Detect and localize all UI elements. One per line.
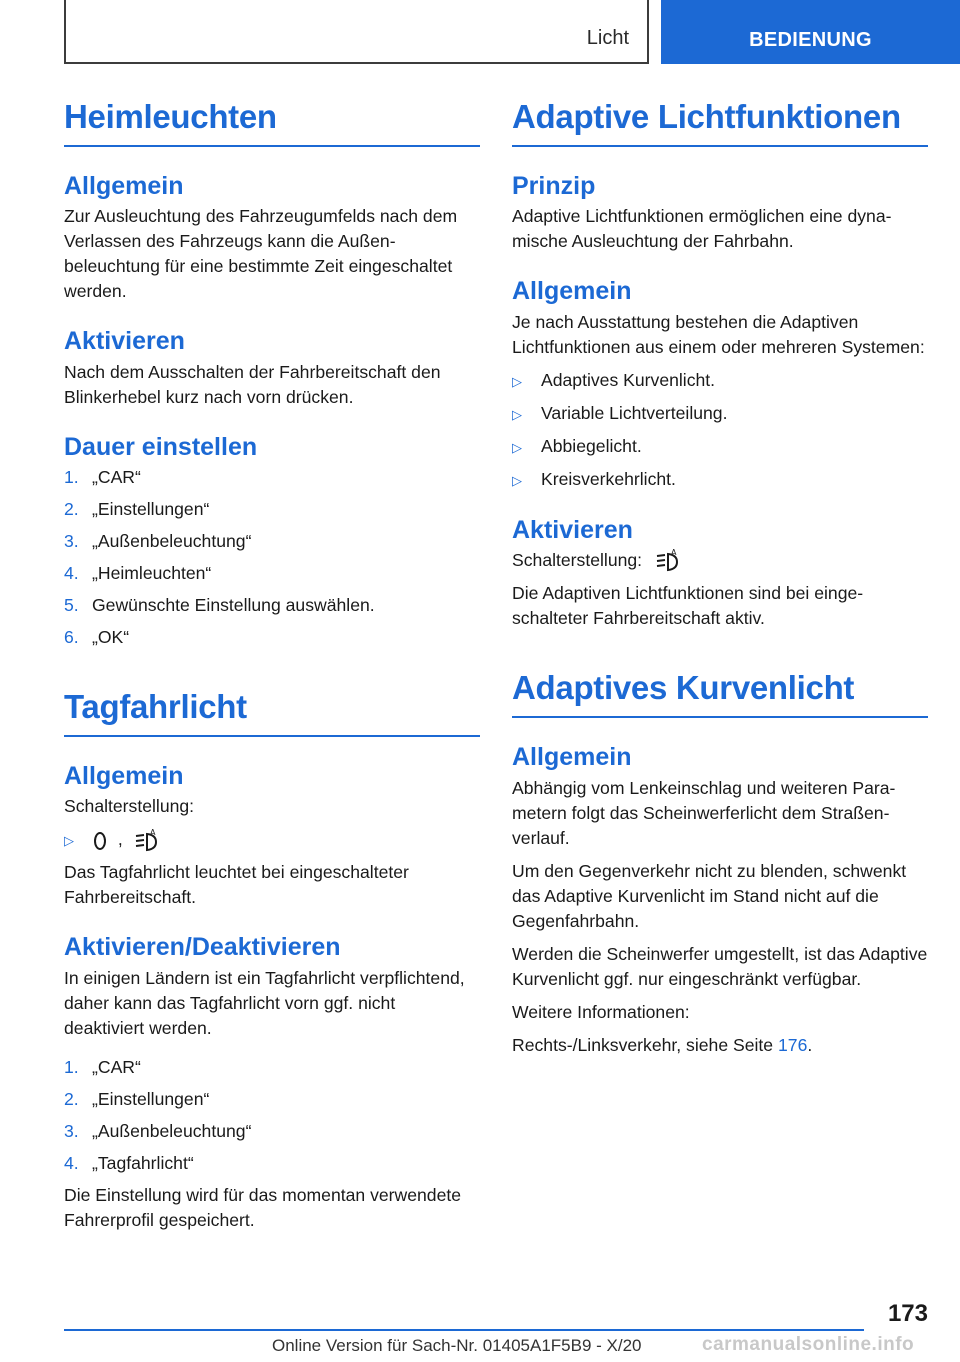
schalterstellung-label: Schalterstellung: bbox=[512, 550, 643, 571]
paragraph-allgemein: Zur Ausleuchtung des Fahrzeugumfelds nach dem Verlassen des Fahrzeugs kann die Außenbeleuchtung für eine bestimmte Zeit eingeschaltet werden. bbox=[64, 206, 458, 302]
triangle-bullet-icon: ▷ bbox=[512, 472, 522, 488]
list-item bbox=[64, 561, 480, 586]
list-item bbox=[64, 529, 480, 554]
header-section-title: Licht bbox=[586, 27, 629, 49]
step-text: „Außenbeleuchtung“ bbox=[92, 1120, 252, 1141]
auto-light-switch-icon bbox=[134, 829, 160, 853]
list-item bbox=[64, 1087, 480, 1112]
paragraph-kurvenlicht-3: Werden die Scheinwerfer umgestellt, ist das Adaptive Kurvenlicht ggf. nur eingeschränkt verfügbar. bbox=[512, 943, 928, 989]
step-number: 2. bbox=[64, 1088, 79, 1109]
list-item bbox=[64, 1151, 480, 1176]
list-item bbox=[512, 467, 928, 493]
reference-text: Rechts-/Linksverkehr, siehe Seite bbox=[512, 1034, 778, 1055]
subheading-prinzip: Prinzip bbox=[512, 171, 596, 200]
watermark: carmanualsonline.info bbox=[702, 1334, 915, 1355]
svg-text:A: A bbox=[670, 549, 677, 558]
step-number: 1. bbox=[64, 1056, 79, 1077]
step-text: „CAR“ bbox=[92, 1056, 141, 1077]
paragraph-schalterstellung: Schalterstellung: bbox=[64, 796, 195, 817]
subheading-aktivieren-deaktivieren: Aktivieren/Deaktivieren bbox=[64, 933, 341, 962]
list-item-text: Adaptives Kurvenlicht. bbox=[541, 369, 716, 390]
step-text: „CAR“ bbox=[92, 467, 141, 488]
right-column bbox=[512, 100, 928, 1066]
paragraph-prinzip: Adaptive Lichtfunktionen ermöglichen eine dynamische Ausleuchtung der Fahrbahn. bbox=[512, 206, 892, 252]
page-number: 173 bbox=[887, 1300, 928, 1327]
subheading-allgemein-kurvenlicht: Allgemein bbox=[512, 743, 632, 772]
steps-dauer bbox=[64, 465, 480, 650]
triangle-bullet-icon: ▷ bbox=[512, 406, 522, 422]
paragraph-weitere-informationen: Weitere Informationen: bbox=[512, 1001, 690, 1022]
paragraph-aktivieren: Nach dem Ausschalten der Fahrbereitschaft den Blinkerhebel kurz nach vorn drücken. bbox=[64, 361, 441, 407]
step-text: „Tagfahrlicht“ bbox=[92, 1152, 194, 1173]
step-text: „OK“ bbox=[92, 627, 130, 648]
step-text: Gewünschte Einstellung auswählen. bbox=[92, 595, 375, 616]
switch-icons bbox=[93, 827, 160, 853]
footer-divider bbox=[64, 1329, 864, 1331]
subheading-aktivieren-adaptive: Aktivieren bbox=[512, 515, 633, 544]
list-item bbox=[512, 401, 928, 427]
paragraph-tagfahrlicht-info: Das Tagfahrlicht leuchtet bei eingeschalteter Fahrbereitschaft. bbox=[64, 862, 409, 908]
reference-suffix: . bbox=[807, 1034, 813, 1055]
step-number: 4. bbox=[64, 563, 79, 584]
subheading-allgemein-tagfahrlicht: Allgemein bbox=[64, 761, 184, 790]
list-item-text: Kreisverkehrlicht. bbox=[541, 468, 676, 489]
list-item-text: Variable Lichtverteilung. bbox=[541, 402, 728, 423]
step-text: „Einstellungen“ bbox=[92, 1088, 210, 1109]
header-chapter-title: BEDIENUNG bbox=[749, 29, 872, 51]
step-number: 4. bbox=[64, 1152, 79, 1173]
page-header bbox=[0, 0, 960, 66]
step-text: „Einstellungen“ bbox=[92, 499, 210, 520]
step-text: „Außenbeleuchtung“ bbox=[92, 531, 252, 552]
paragraph-aktivieren-deaktivieren: In einigen Ländern ist ein Tagfahrlicht verpflichtend, daher kann das Tagfahrlicht vorn ggf. nicht deaktiviert werden. bbox=[64, 967, 465, 1038]
heading-tagfahrlicht: Tagfahrlicht bbox=[64, 690, 480, 737]
list-item bbox=[64, 497, 480, 522]
step-number: 6. bbox=[64, 627, 79, 648]
list-item bbox=[64, 827, 480, 853]
list-item bbox=[64, 1119, 480, 1144]
triangle-bullet-icon: ▷ bbox=[512, 373, 522, 389]
paragraph-kurvenlicht-1: Abhängig vom Lenkeinschlag und weiteren Parametern folgt das Scheinwerferlicht dem Straßenverlauf. bbox=[512, 777, 896, 848]
triangle-bullet-icon: ▷ bbox=[64, 833, 74, 849]
heading-adaptives-kurvenlicht: Adaptives Kurvenlicht bbox=[512, 671, 928, 718]
paragraph-aktivieren-adaptive: Die Adaptiven Lichtfunktionen sind bei eingeschalteter Fahrbereitschaft aktiv. bbox=[512, 583, 864, 629]
left-column bbox=[64, 100, 480, 1241]
list-item bbox=[512, 368, 928, 394]
adaptive-systems-list bbox=[512, 368, 928, 493]
paragraph-schalterstellung-adaptive bbox=[512, 548, 928, 573]
subheading-allgemein: Allgemein bbox=[64, 171, 184, 200]
step-number: 3. bbox=[64, 1120, 79, 1141]
step-number: 2. bbox=[64, 499, 79, 520]
heading-adaptive-lichtfunktionen: Adaptive Lichtfunktionen bbox=[512, 100, 928, 147]
paragraph-allgemein-adaptive: Je nach Ausstattung bestehen die Adaptiven Lichtfunktionen aus einem oder mehreren Systemen: bbox=[512, 311, 925, 357]
step-number: 1. bbox=[64, 467, 79, 488]
list-item-text: Abbiegelicht. bbox=[541, 435, 642, 456]
footer-version-text: Online Version für Sach-Nr. 01405A1F5B9 - X/20 bbox=[272, 1336, 642, 1355]
page-reference-link[interactable]: 176 bbox=[778, 1034, 808, 1055]
heading-heimleuchten: Heimleuchten bbox=[64, 100, 480, 147]
light-switch-zero-icon bbox=[93, 831, 107, 851]
auto-light-switch-icon bbox=[655, 549, 681, 573]
triangle-bullet-icon: ▷ bbox=[512, 439, 522, 455]
paragraph-fahrerprofil: Die Einstellung wird für das momentan verwendete Fahrerprofil gespeichert. bbox=[64, 1184, 462, 1230]
step-number: 3. bbox=[64, 531, 79, 552]
subheading-aktivieren: Aktivieren bbox=[64, 327, 185, 356]
list-item bbox=[64, 625, 480, 650]
subheading-dauer-einstellen: Dauer einstellen bbox=[64, 432, 258, 461]
header-section-box bbox=[64, 0, 649, 64]
list-item bbox=[512, 434, 928, 460]
list-item bbox=[64, 1055, 480, 1080]
switch-separator: , bbox=[117, 829, 123, 850]
list-item bbox=[64, 593, 480, 618]
paragraph-kurvenlicht-2: Um den Gegenverkehr nicht zu blenden, schwenkt das Adaptive Kurvenlicht im Stand nicht auf die Gegenfahrbahn. bbox=[512, 860, 907, 931]
switch-positions-list bbox=[64, 827, 480, 853]
subheading-allgemein-adaptive: Allgemein bbox=[512, 277, 632, 306]
paragraph-verweis bbox=[512, 1033, 928, 1058]
step-text: „Heimleuchten“ bbox=[92, 563, 212, 584]
list-item bbox=[64, 465, 480, 490]
steps-tagfahrlicht bbox=[64, 1055, 480, 1176]
svg-text:A: A bbox=[149, 828, 156, 837]
step-number: 5. bbox=[64, 595, 79, 616]
header-chapter-tab bbox=[661, 0, 960, 64]
